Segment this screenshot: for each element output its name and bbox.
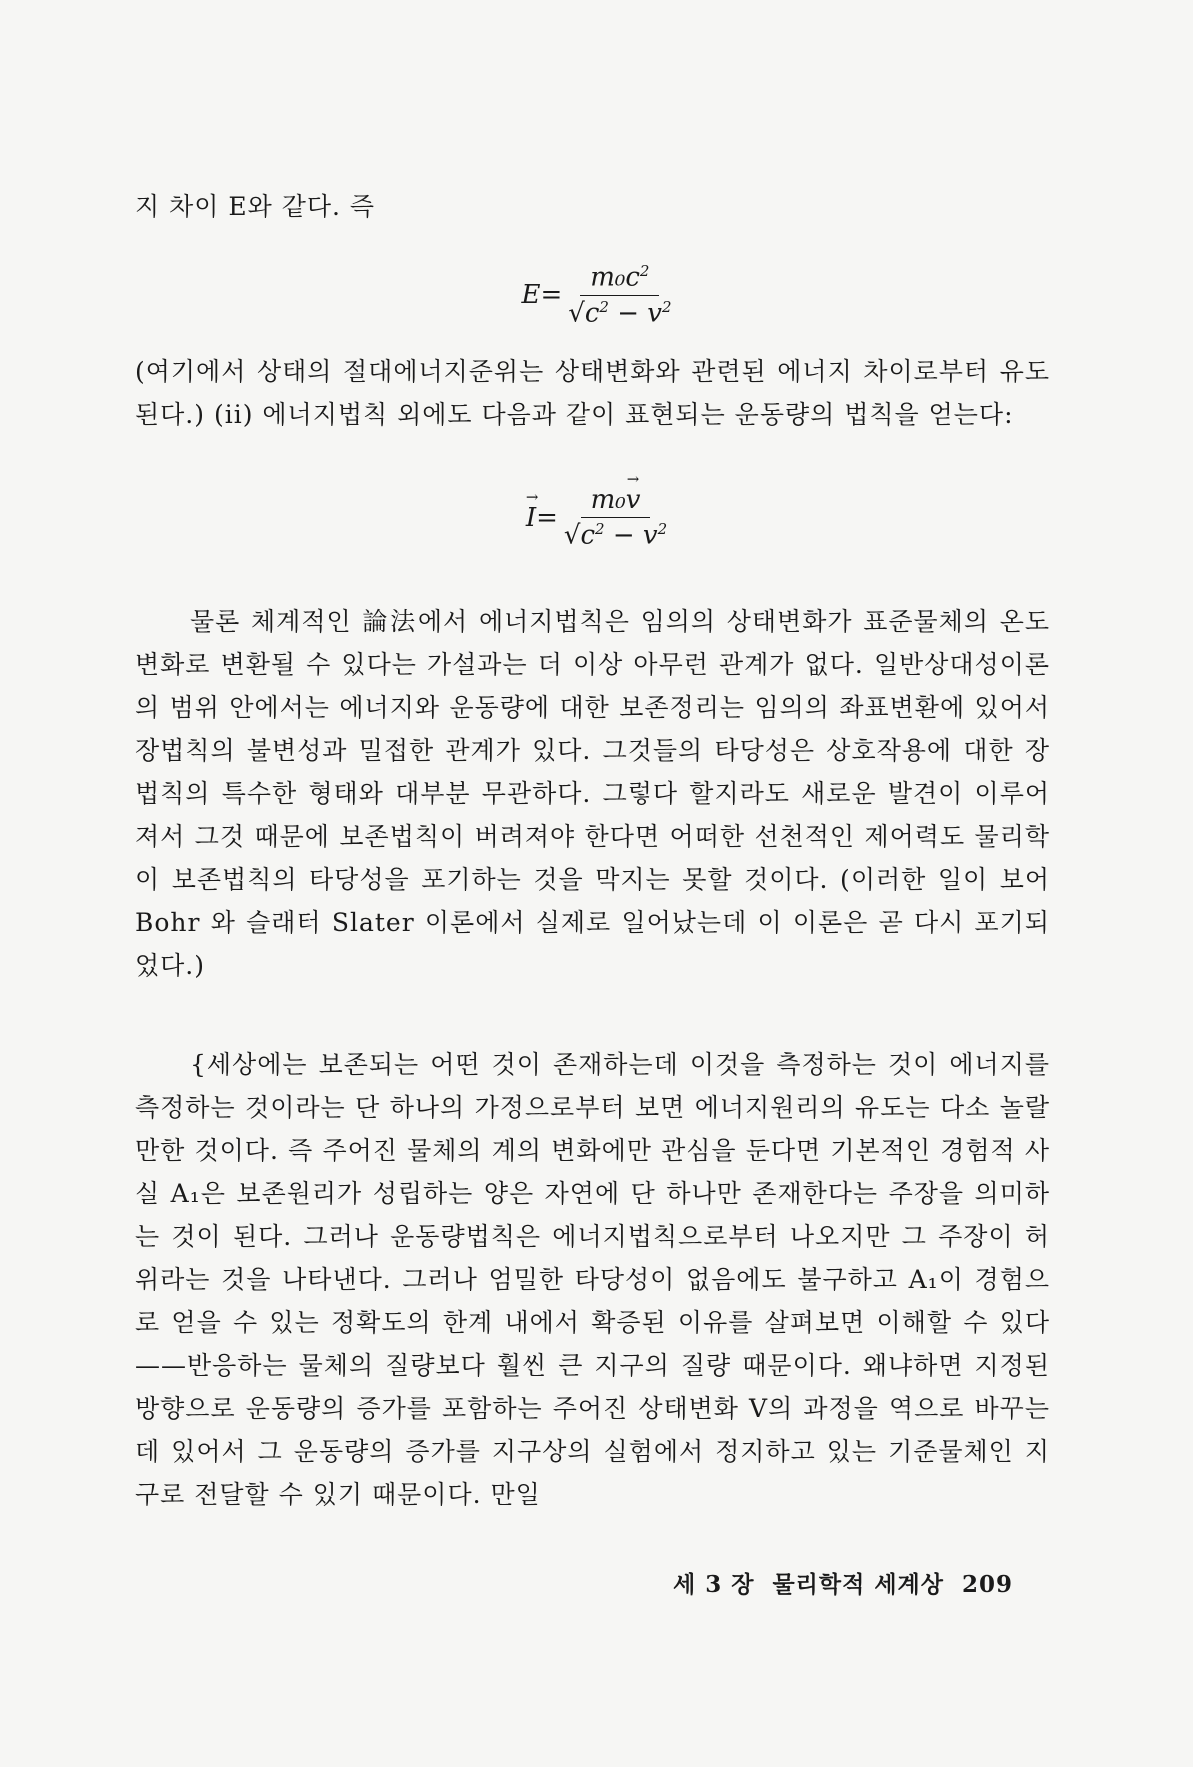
formula2-lhs: → I= bbox=[526, 503, 558, 533]
formula1-fraction bbox=[568, 262, 671, 328]
formula1-denominator: $√c^2 - v^2$ bbox=[568, 297, 672, 329]
paragraph-after-formula1 bbox=[135, 350, 1050, 436]
chapter-title: 물리학적 세계상 bbox=[772, 1571, 944, 1598]
energy-formula bbox=[0, 255, 1193, 335]
chapter-label: 세 3 장 bbox=[672, 1571, 755, 1598]
formula2-denominator: $√c^2 - v^2$ bbox=[563, 520, 668, 551]
formula1-numerator: $m_0c^2$ bbox=[580, 262, 659, 296]
paragraph-text: {세상에는 보존되는 어떤 것이 존재하는데 이것을 측정하는 것이 에너지를 측정하는 것이라는 단 하나의 가정으로부터 보면 에너지원리의 유도는 다소 놀랄 만한 것이다. 즉 주어진 물체의 계의 변화에만 관심을 둔다면 기본적인 경험적 사실 A₁은 보존원리가 성립하는 양은 자연에 단 하나만 존재한다는 주장을 의미하는 것이 된다. 그러나 운동량법칙은 에너지법칙으로부터 나오지만 그 주장이 허위라는 것을 나타낸다. 그러나 엄밀한 타당성이 없음에도 불구하고 A₁이 경험으로 얻을 수 있는 정확도의 한계 내에서 확증된 이유를 살펴보면 이해할 수 있다 ——반응하는 물체의 질량보다 훨씬 큰 지구의 질량 때문이다. 왜냐하면 지정된 방향으로 운동량의 증가를 포함하는 주어진 상태변화 V의 과정을 역으로 바꾸는 데 있어서 그 운동량의 증가를 지구상의 실험에서 정지하고 있는 기준물체인 지구로 전달할 수 있기 때문이다. 만일 bbox=[135, 1050, 1050, 1509]
page-footer bbox=[655, 1566, 1013, 1599]
intro-text: 지 차이 E와 같다. 즉 bbox=[135, 192, 376, 221]
paragraph-text: (여기에서 상태의 절대에너지준위는 상태변화와 관련된 에너지 차이로부터 유도된다.) (ii) 에너지법칙 외에도 다음과 같이 표현되는 운동량의 법칙을 얻는다: bbox=[135, 357, 1050, 429]
intro-paragraph bbox=[135, 185, 1050, 228]
main-paragraph bbox=[135, 600, 1050, 987]
formula2-numerator: m₀→ v bbox=[581, 485, 651, 518]
brace-paragraph bbox=[135, 1043, 1050, 1516]
momentum-formula bbox=[0, 478, 1193, 558]
formula1-lhs: E= bbox=[521, 280, 563, 310]
page-number: 209 bbox=[961, 1571, 1013, 1598]
formula2-fraction bbox=[564, 485, 667, 551]
paragraph-text: 물론 체계적인 論法에서 에너지법칙은 임의의 상태변화가 표준물체의 온도변화로 변환될 수 있다는 가설과는 더 이상 아무런 관계가 없다. 일반상대성이론의 범위 안에서는 에너지와 운동량에 대한 보존정리는 임의의 좌표변환에 있어서 장법칙의 불변성과 밀접한 관계가 있다. 그것들의 타당성은 상호작용에 대한 장법칙의 특수한 형태와 대부분 무관하다. 그렇다 할지라도 새로운 발견이 이루어져서 그것 때문에 보존법칙이 버려져야 한다면 어떠한 선천적인 제어력도 물리학이 보존법칙의 타당성을 포기하는 것을 막지는 못할 것이다. (이러한 일이 보어 Bohr 와 슬래터 Slater 이론에서 실제로 일어났는데 이 이론은 곧 다시 포기되었다.) bbox=[135, 607, 1050, 980]
